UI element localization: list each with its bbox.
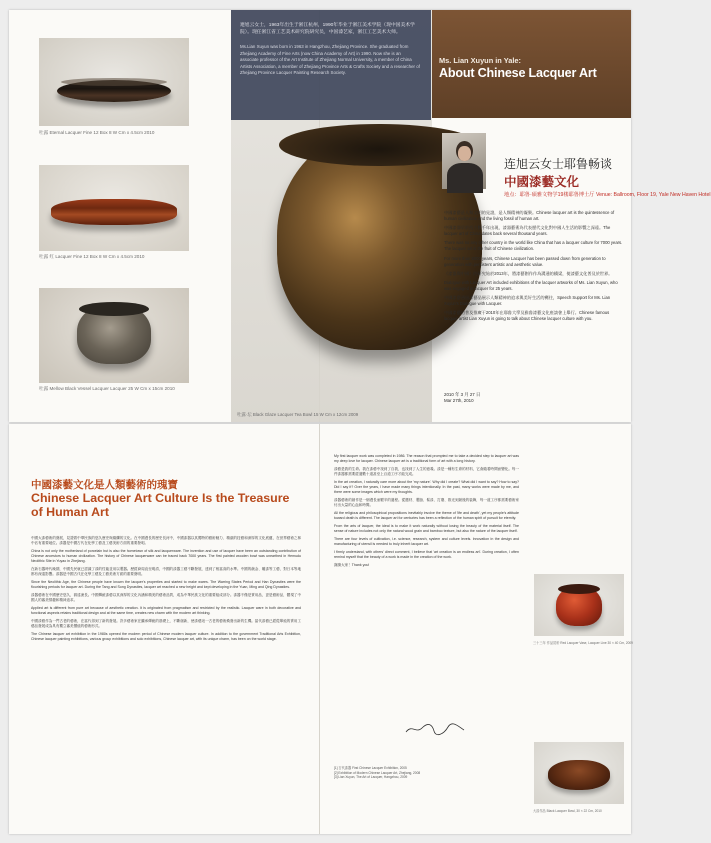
lacquer-box-photo-1	[39, 38, 189, 126]
box-rim	[61, 78, 167, 86]
event-paragraph: 中國漆藝是人類文明的見證，是人類精神的凝聚。Chinese lacquer art is the quintessence of human civilization and the living fossil of human art.	[444, 210, 615, 221]
article-paragraph: In the art creation, I naturally care more about the 'my nature'. Why did I create? What did I want to say? How to say? Did I say it? Over the years, I have made many things intentionally. In the past, many works were made by me, and there were some images which were my thoughts.	[334, 480, 519, 495]
article-paragraph: There are four levels of cultivation, i.e. science, research, system and culture levels. Innovation in the design and manufacturing of utensil is needed to truly inherit lacquer art.	[334, 537, 519, 547]
vessel-lip	[79, 302, 149, 316]
article-center-column	[334, 454, 519, 571]
photo-caption-3: 吐露 Mellow Black Vessel Lacquer Lacquer 25 W Cm x 15cm 2010	[39, 386, 175, 391]
article-paragraph: 在新石器時代晚期，中國先民就已認識了漆的性能並用以製器。歷經商周直至明清，中國的漆器工藝不斷發展，達到了相當高的水準。中國的戧金、雕漆等工藝，對日本等地都有深遠影響。漆器是中國古代在化學工藝及工藝美術方面的重要發明。	[31, 567, 301, 577]
article-paragraph: The Chinese lacquer art exhibition in the 1980s opened the modern period of Chinese modern lacquer culture. In addition to the government Traditional Arts Exhibition, Chinese lacquer painting exhibitions, various group exhibitions and solo exhibitions, Chinese lacquer art, with its unique charm, has been on the world stage.	[31, 632, 301, 642]
feature-photo-caption: 吐露·坛 Black Glaze Lacquer Tea Bowl 15 W Cm x 12cm 2009	[237, 412, 359, 417]
artist-portrait	[442, 133, 486, 189]
article-paragraph: My first lacquer work was completed in 1986. The reason that prompted me to take a decided step to lacquer art was my deep love for lacquer. Chinese lacquer art is a traditional form of art with a long history.	[334, 454, 519, 464]
brown-bowl-photo	[534, 742, 624, 804]
article-title-zh: 中國漆藝文化是人類藝術的瑰寶	[31, 479, 178, 491]
article-paragraph: 漆器藝術在中國歷史悠久，源遠流長。中國傳統漆藝以其深厚的文化內涵和精美的藝術品質，成為中華民族文化的重要組成部分。漆器不僅是實用品，更是藝術品，體現了中國人的審美情趣和精神追求。	[31, 593, 301, 603]
article-paragraph: All the religious and philosophical propositions inevitably involve the theme of 'life and death', yet my people's attitude toward death is different. The lacquer art for centuries has been a reflection of the human spirit of pursuit for eternity.	[334, 511, 519, 521]
lacquer-box-photo-2	[39, 165, 189, 251]
event-paragraph: 中國漆藝的普及推廣于2010年在耶魯大學及雅魯漆藝文化座談會上舉行。Chinese famous lacquer artist Lian Xuyun is going to talk about Chinese lacquer culture with you.	[444, 310, 610, 322]
article-title-en: Chinese Lacquer Art Culture Is the Treasure of Human Art	[31, 491, 290, 519]
article-left-column	[31, 536, 301, 645]
lacquer-vessel-photo	[39, 288, 189, 383]
artist-signature	[404, 722, 466, 736]
red-lacquer-box	[51, 199, 177, 225]
top-spread	[9, 10, 711, 422]
footnotes	[334, 766, 519, 780]
artist-bio-zh: 連旭云女士，1963年出生于浙江杭州，1990年毕业于浙江美术学院（现中国美术学院）。现任浙江省工艺美术研究院研究员，中国漆艺家，浙江工艺美术大师。	[240, 23, 415, 35]
event-paragraph: 中國漆藝通過漆藝品展示人類精神的追求與美好生活的嚮往，Speech Support for Ms. Lian Xuyun's Dialogue with Lacquer.	[444, 295, 611, 307]
brown-lacquer-bowl	[548, 760, 610, 790]
article-paragraph: From the arts of lacquer, the ideal is to make it work naturally without losing the beauty of the material itself. The sense of nature includes not only the natural wood grain and bamboo texture, but also the nature of the lacquer itself.	[334, 524, 519, 534]
vase-lid	[558, 584, 600, 594]
header-title: About Chinese Lacquer Art	[439, 66, 597, 80]
event-date: 2010 年 3 月 27 日 Mar 27th, 2010	[444, 392, 481, 403]
venue-line: 地点：耶鲁·硕雅文物学19楼耶鲁博士厅 Venue: Ballroom, Floor 19, Yale New Haven Hotel	[504, 192, 711, 198]
header-subtitle: Ms. Lian Xuyun in Yale:	[439, 56, 522, 65]
bottom-spread	[9, 424, 631, 834]
zh-event-subtitle: 中國漆藝文化	[504, 174, 580, 189]
red-vase-photo	[534, 574, 624, 636]
zh-event-title: 连旭云女士耶鲁畅谈	[504, 157, 613, 171]
event-paragraph: 中國漆器早於西方數千年出現，漆器藝術為代表歷代文化對中國人生活的影響之深遠。The lacquer art of China dates back several thousand years.	[444, 225, 611, 237]
event-paragraph: For more than 6000 years, Chinese Lacquer has been passed down from generation to generation with persistent artistic and aesthetic value.	[444, 255, 606, 267]
page-fold	[319, 424, 320, 834]
portrait-body	[447, 163, 483, 193]
event-paragraph: Dialogue with Lacquer Art included exhibitions of the lacquer artworks of Ms. Lian Xuyun, who was engaged in lacquer for 25 years.	[444, 279, 618, 291]
footnote: [3] Lian Xuyun, The Art of Lacquer, Hangzhou, 2009	[334, 775, 408, 780]
photo-caption-1: 吐露 Eternal Lacquer Fine 12 Box 8 W Cm x 4.5cm 2010	[39, 130, 155, 135]
event-paragraph: There was no any other country in the world like China that has a lacquer culture for 7000 years. The lacquer art is the fruit of Chinese civilization.	[444, 240, 623, 252]
article-paragraph: 漆器藝術的創作是一個漫長而艱辛的過程。從選材、製胎、髹漆、打磨、推光到最後的裝飾，每一道工序都需要藝術家付出大量的心血和時間。	[334, 498, 519, 508]
footnote: [1] 古代漆器 First Chinese Lacquer Exhibition, 2005	[334, 766, 407, 770]
event-description	[444, 210, 624, 326]
article-paragraph: 漆藝是我的生命。我在漆藝中找到了自我，也找到了人生的意義。漆是一種有生命的材料，它會隨着時間而變化。每一件漆器都需要經過數十道甚至上百道工序才能完成。	[334, 467, 519, 477]
article-paragraph: 中國漆藝作為一門古老的藝術，在當代得到了新的發展。許多藝術家在繼承傳統的基礎上，不斷創新，使漆藝這一古老的藝術煥發出新的生機。當代漆藝已經從單純的實用工藝品發展成為具有獨立審美價值的藝術形式。	[31, 619, 301, 629]
article-paragraph: 中國大漆藝術的發展，見證着中華民族的悠久歷史與燦爛的文化。在中國漫長的歷史長河中，中國漆器以其獨特的藝術魅力、精湛的技藝和深厚的文化底蘊，在世界藝術之林中佔有重要地位。漆器是中國古代在化學工藝及工藝美術方面的重要發明。	[31, 536, 301, 546]
photo-caption-2: 吐露 红 Lacquer Fine 12 Box 8 W Cm x 4.5cm 2010	[39, 254, 145, 259]
footnote: [2] Exhibition of Modern Chinese Lacquer Art, Zhejiang, 2008	[334, 770, 421, 775]
brown-bowl-caption: 大漆作品 Black Lacquer Bowl, 30 × 22 Cm, 2010	[533, 809, 602, 813]
article-closing: 謝謝大家！Thank you!	[334, 563, 370, 568]
event-paragraph: 《漆器與中國》的研究始於2013年，將漆藝創作作為溝通的橋梁，使漆藝文化普及於世界。	[444, 270, 613, 276]
article-paragraph: Applied art is different from pure art because of aesthetic creation. It is originated from pragmatism and restricted by the realistic. Lacquer ware in both decorative and functional aspects retains traditional design and at the same time, creates new charm with the modern art thinking.	[31, 606, 301, 616]
article-paragraph: I firmly understand, with others' direct comment, I believe that 'art creation is an endless art'. During creation, I often remind myself that the beauty of a work is made in the creation of the work.	[334, 550, 519, 560]
article-paragraph: China is not only the motherland of porcelain but is also the hometown of silk and lacquerware. The invention and use of lacquer have been an outstanding contribution of Chinese ancestors to human civilization. The history of Chinese lacquerware can be traced back 7000 years. The first painted wooden bowl was unearthed in Hemudu Neolithic Site in Yuyao in Zhejiang.	[31, 549, 301, 564]
red-vase-caption: 三十三年 作品赏析 Red Lacquer Vase, Lacquer Line 30 × 40 Cm, 2009	[533, 641, 633, 645]
artist-bio-en: Ms.Lian Xuyun was born in 1963 in Hangzhou, Zhejiang Province. She graduated from Zhejiang Academy of Fine Arts (now China Academy of Art) in 1990. Now she is an associate professor of the Art Institute of Zhejiang Normal University, a member of China Artists Association, a member of Zhejiang Province Arts & Crafts Society and a researcher of Zhejiang Province Lacquer Painting Research Society.	[240, 44, 420, 75]
portrait-face	[458, 146, 471, 161]
article-paragraph: Since the Neolithic Age, the Chinese people have known the lacquer's properties and started to make wares. The Warring States Period and Han Dynasties were the flourishing periods for lacquer art. During the Tang and Song Dynasties, lacquer art reached a new height and kept developing in the Yuan, Ming and Qing Dynasties.	[31, 580, 301, 590]
